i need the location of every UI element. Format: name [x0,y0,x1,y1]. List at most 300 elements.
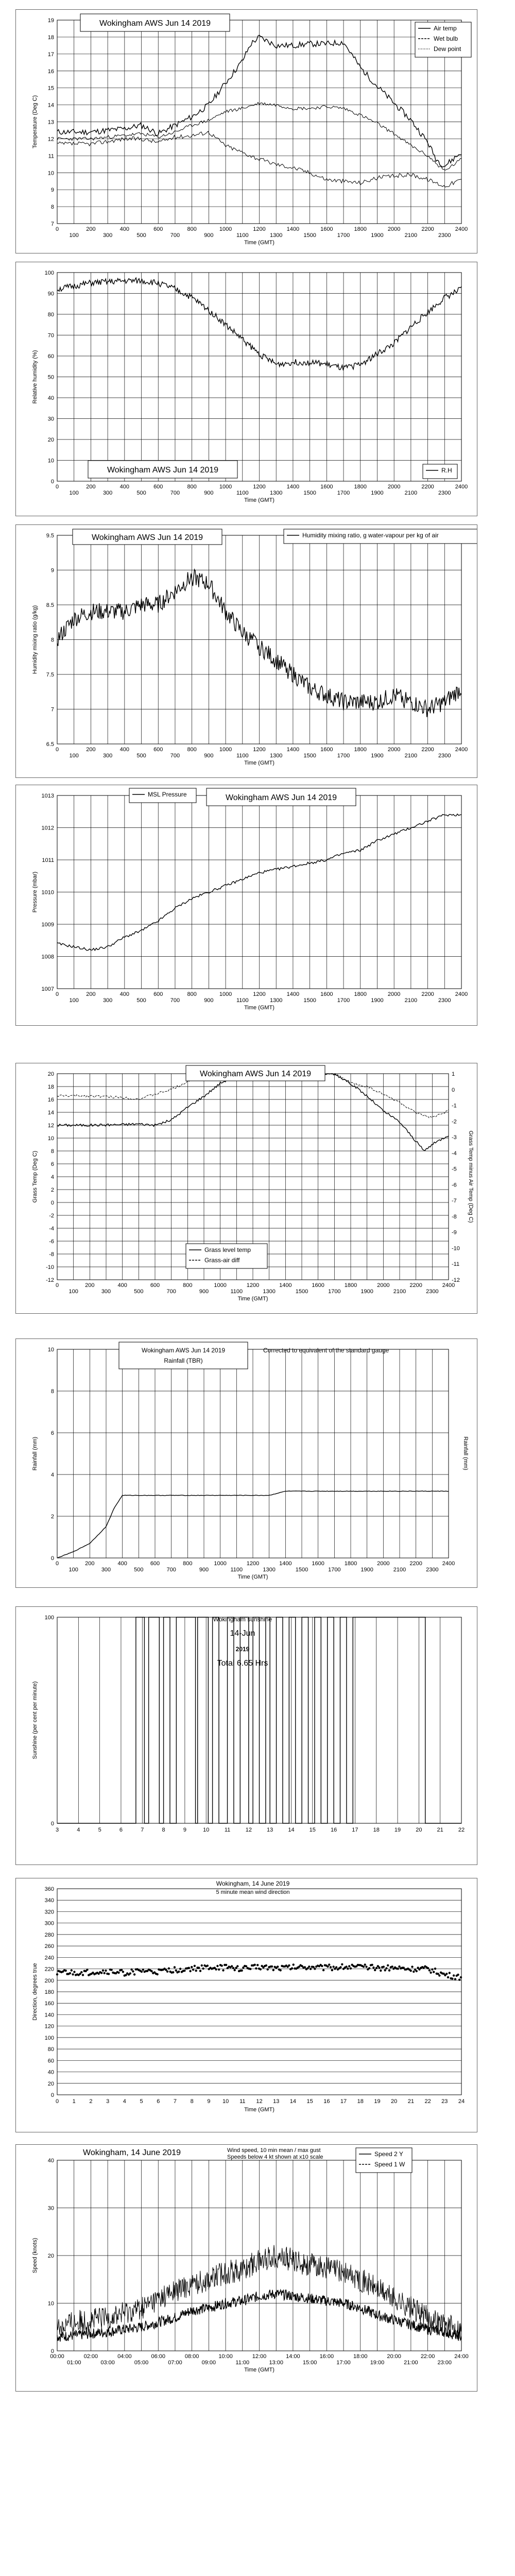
x-tick-label: 23 [441,2098,448,2105]
direction-point [431,1969,433,1971]
x-tick-label: 200 [86,226,96,232]
direction-point [438,1974,440,1976]
x-tick-label: 2000 [377,1561,390,1567]
y-tick-label: 8.5 [46,602,54,608]
direction-point [80,1971,82,1973]
direction-point [56,1973,58,1975]
x-tick-label: 13 [273,2098,280,2105]
direction-point [387,1964,389,1967]
direction-point [202,1968,204,1970]
x-tick-label: 17 [340,2098,347,2105]
y-tick-label: 12 [47,136,54,143]
direction-point [453,1974,455,1976]
direction-point [433,1971,435,1973]
x-tick-label: 1100 [230,1289,243,1295]
x-tick-label: 1200 [253,226,266,232]
x-tick-label: 1000 [219,991,232,997]
y-tick-label: 40 [47,395,54,401]
x-tick-label: 600 [153,226,163,232]
x-tick-label: 16:00 [319,2353,334,2360]
x-tick-label: 1100 [236,490,249,496]
direction-point [434,1968,436,1970]
x-tick-label: 100 [69,490,79,496]
direction-point [122,1971,124,1973]
x-tick-label: 800 [183,1282,193,1289]
direction-point [314,1968,316,1970]
direction-point [105,1970,107,1972]
y-tick-label: 1007 [41,986,54,992]
direction-point [410,1970,412,1972]
y-tick-label: 140 [44,2012,54,2019]
chart-note: Corrected to equivalent of the standard gauge [263,1347,389,1354]
x-tick-label: 1800 [354,747,367,753]
y-tick-label: 10 [47,170,54,177]
x-tick-label: 14 [288,1827,295,1833]
direction-point [199,1970,201,1972]
x-tick-label: 22 [424,2098,431,2105]
y-tick-label: 14 [47,1110,54,1116]
x-tick-label: 1600 [312,1561,324,1567]
y-tick-label: 30 [47,2205,54,2212]
y-tick-label: 10 [47,457,54,464]
direction-point [156,1973,158,1975]
x-tick-label: 2400 [455,484,468,490]
x-tick-label: 2000 [387,991,401,997]
sunshine-chart [16,1607,477,1865]
y-axis-label: Temperature (Deg C) [32,95,38,149]
chart-title-box [119,1342,248,1369]
y-right-tick-label: -5 [452,1166,457,1173]
direction-point [331,1969,333,1971]
direction-point [188,1967,190,1969]
direction-point [104,1972,106,1974]
x-tick-label: 23:00 [437,2360,452,2366]
x-tick-label: 10:00 [218,2353,233,2360]
x-tick-label: 1200 [246,1561,260,1567]
x-tick-label: 1400 [286,991,300,997]
direction-point [291,1967,293,1969]
x-tick-label: 2000 [387,747,401,753]
x-tick-label: 1800 [344,1282,357,1289]
x-tick-label: 2000 [387,484,401,490]
y-tick-label: 2 [50,1187,54,1193]
direction-point [267,1968,269,1970]
x-tick-label: 12 [256,2098,263,2105]
y-right-tick-label: -7 [452,1198,457,1205]
y-axis-label: Sunshine (per cent per minute) [32,1681,38,1759]
x-tick-label: 19 [394,1827,401,1833]
direction-point [272,1969,274,1971]
wind-direction-chart [16,1878,477,2132]
x-axis-label: Time (GMT) [244,760,274,766]
x-tick-label: 18 [357,2098,364,2105]
x-tick-label: 1900 [371,490,384,496]
x-tick-label: 400 [119,747,130,753]
x-tick-label: 400 [117,1282,127,1289]
direction-point [129,1972,131,1974]
x-tick-label: 1100 [236,232,249,239]
y-right-axis-label: Grass Temp minus Air Temp (Deg C) [468,1130,474,1223]
direction-point [241,1970,243,1972]
y-axis-label: Direction, degrees true [32,1963,38,2021]
x-tick-label: 08:00 [184,2353,199,2360]
y-right-tick-label: -2 [452,1118,457,1125]
rainfall-chart-panel [15,1338,477,1588]
direction-point [293,1963,295,1965]
direction-point [121,1969,123,1971]
y-tick-label: 80 [47,2046,54,2053]
x-tick-label: 600 [153,991,163,997]
x-axis-label: Time (GMT) [244,1005,274,1011]
x-tick-label: 100 [69,997,79,1004]
y-tick-label: 7.5 [46,672,54,678]
x-tick-label: 18:00 [353,2353,368,2360]
direction-point [265,1964,267,1967]
x-tick-label: 1500 [303,232,316,239]
x-tick-label: 21 [437,1827,443,1833]
y-tick-label: 40 [47,2158,54,2164]
x-tick-label: 1300 [269,753,283,759]
y-tick-label: -8 [49,1251,54,1258]
y-tick-label: 220 [44,1966,54,1973]
direction-point [383,1965,385,1968]
x-tick-label: 400 [119,484,130,490]
x-tick-label: 200 [85,1561,95,1567]
direction-point [207,1964,209,1967]
legend-entry: Wet bulb [434,35,458,42]
y-tick-label: 80 [47,312,54,318]
x-tick-label: 11 [224,1827,231,1833]
y-tick-label: 12 [47,1123,54,1129]
x-tick-label: 700 [170,232,180,239]
direction-point [330,1966,332,1968]
direction-point [189,1970,191,1972]
x-tick-label: 900 [204,490,214,496]
direction-point [175,1970,177,1972]
chart-total: Total 6.65 Hrs [217,1659,268,1668]
direction-point [260,1968,262,1970]
x-tick-label: 9 [207,2098,211,2105]
x-tick-label: 800 [187,484,197,490]
series-sunshine [57,1617,461,1823]
chart-subtitle: 5 minute mean wind direction [216,1889,290,1895]
x-tick-label: 2300 [438,490,451,496]
direction-point [221,1964,223,1967]
x-tick-label: 1300 [263,1289,276,1295]
x-tick-label: 1500 [295,1567,308,1573]
legend-entry: Grass-air diff [204,1257,240,1264]
x-tick-label: 1400 [286,226,300,232]
direction-point [454,1978,456,1980]
x-tick-label: 700 [170,997,180,1004]
x-tick-label: 1900 [371,997,384,1004]
direction-point [178,1971,180,1973]
y-tick-label: 0 [50,2348,54,2354]
y-right-tick-label: -9 [452,1229,457,1236]
x-tick-label: 200 [86,991,96,997]
x-tick-label: 800 [187,226,197,232]
direction-point [348,1965,350,1967]
x-tick-label: 14:00 [286,2353,300,2360]
y-tick-label: 0 [50,479,54,485]
x-tick-label: 900 [204,753,214,759]
direction-point [225,1964,227,1966]
chart-year: 2019 [235,1646,250,1653]
direction-point [100,1972,102,1974]
x-tick-label: 300 [102,490,113,496]
x-tick-label: 1600 [312,1282,324,1289]
legend-entry: Grass level temp [204,1246,251,1253]
x-tick-label: 5 [98,1827,101,1833]
y-tick-label: 1012 [41,825,54,832]
x-tick-label: 800 [187,747,197,753]
x-tick-label: 21 [407,2098,414,2105]
x-tick-label: 0 [55,991,59,997]
x-tick-label: 900 [199,1567,209,1573]
direction-point [447,1976,449,1978]
direction-point [142,1969,144,1971]
x-tick-label: 7 [141,1827,144,1833]
y-axis-label: Pressure (mbar) [32,871,38,913]
y-tick-label: 50 [47,374,54,381]
y-tick-label: 340 [44,1897,54,1904]
y-right-tick-label: -11 [452,1261,460,1268]
direction-point [271,1965,273,1968]
x-tick-label: 900 [204,232,214,239]
x-tick-label: 1400 [286,484,300,490]
x-tick-label: 9 [183,1827,186,1833]
x-tick-label: 11 [239,2098,246,2105]
direction-point [416,1970,418,1972]
x-tick-label: 06:00 [151,2353,166,2360]
direction-point [166,1971,168,1973]
x-tick-label: 1200 [246,1282,260,1289]
x-tick-label: 17 [352,1827,358,1833]
x-tick-label: 300 [102,753,113,759]
y-right-tick-label: -12 [452,1277,460,1283]
x-axis-label: Time (GMT) [244,2367,274,2373]
direction-point [82,1974,84,1976]
rh-legend-box [423,464,457,479]
x-tick-label: 1400 [286,747,300,753]
x-tick-label: 2100 [404,490,418,496]
direction-point [133,1973,135,1975]
y-tick-label: 0 [50,1200,54,1206]
x-tick-label: 1200 [253,991,266,997]
y-tick-label: 10 [47,2300,54,2307]
y-tick-label: 9 [50,567,54,574]
direction-point [385,1967,387,1969]
x-axis-label: Time (GMT) [244,2107,274,2113]
y-tick-label: 200 [44,1977,54,1984]
x-tick-label: 21:00 [404,2360,418,2366]
direction-point [179,1968,181,1970]
x-tick-label: 1700 [328,1567,341,1573]
y-axis-label: Speed (knots) [32,2238,38,2274]
x-tick-label: 8 [190,2098,194,2105]
x-tick-label: 0 [55,484,59,490]
x-tick-label: 20 [391,2098,398,2105]
chart-title: Wokingham AWS Jun 14 2019 [199,1070,312,1078]
x-tick-label: 300 [102,997,113,1004]
x-tick-label: 600 [153,747,163,753]
x-tick-label: 16 [323,2098,330,2105]
direction-point [130,1969,132,1971]
wind-speed-chart [16,2145,477,2391]
x-tick-label: 100 [68,1567,78,1573]
x-tick-label: 2100 [393,1289,406,1295]
x-tick-label: 700 [166,1289,176,1295]
y-tick-label: 8 [50,637,54,643]
direction-point [413,1971,415,1973]
y-tick-label: 60 [47,353,54,360]
x-tick-label: 0 [55,1282,59,1289]
temperature-chart [16,10,477,253]
direction-point [132,1970,134,1972]
direction-point [341,1963,343,1965]
grass-temp-chart-panel [15,1063,477,1314]
chart-title: Wokingham AWS Jun 14 2019 [91,533,203,542]
x-tick-label: 1000 [214,1282,227,1289]
direction-point [310,1968,312,1970]
direction-point [363,1965,365,1968]
x-tick-label: 10 [203,1827,210,1833]
x-tick-label: 600 [153,484,163,490]
direction-point [231,1965,233,1967]
x-tick-label: 1600 [320,226,333,232]
direction-point [345,1965,347,1968]
x-tick-label: 1300 [269,232,283,239]
x-tick-label: 2100 [404,997,418,1004]
x-tick-label: 1700 [337,232,350,239]
direction-point [195,1970,197,1972]
x-tick-label: 15:00 [302,2360,317,2366]
y-tick-label: 16 [47,68,54,75]
direction-point [428,1969,431,1971]
legend-entry: MSL Pressure [148,791,187,798]
x-tick-label: 500 [136,753,146,759]
direction-point [378,1967,380,1969]
direction-point [398,1965,400,1968]
x-tick-label: 24 [458,2098,465,2105]
y-tick-label: 6 [50,1161,54,1167]
x-tick-label: 1400 [279,1561,292,1567]
x-tick-label: 800 [183,1561,193,1567]
legend-entry: Speed 1 W [374,2161,405,2168]
direction-point [308,1965,310,1968]
x-tick-label: 05:00 [134,2360,149,2366]
temperature-chart-panel [15,9,477,253]
x-tick-label: 400 [119,226,130,232]
direction-point [102,1970,104,1972]
x-tick-label: 1000 [219,484,232,490]
y-tick-label: 6.5 [46,741,54,748]
x-tick-label: 2300 [438,753,451,759]
y-tick-label: 6 [50,1430,54,1436]
direction-point [192,1969,194,1971]
x-tick-label: 1800 [354,991,367,997]
x-tick-label: 18 [373,1827,380,1833]
mixing-ratio-chart [16,525,477,777]
x-tick-label: 700 [166,1567,176,1573]
x-tick-label: 16 [330,1827,337,1833]
direction-point [322,1969,324,1971]
y-tick-label: 20 [47,2253,54,2259]
x-axis-label: Time (GMT) [237,1296,268,1302]
x-tick-label: 900 [204,997,214,1004]
y-tick-label: 20 [47,2080,54,2087]
y-tick-label: 1010 [41,889,54,896]
y-tick-label: 7 [50,221,54,227]
x-tick-label: 17:00 [336,2360,351,2366]
direction-point [365,1965,367,1968]
y-tick-label: 1011 [42,857,54,863]
direction-point [371,1964,373,1966]
y-tick-label: 4 [50,1472,54,1478]
x-tick-label: 1600 [320,991,333,997]
y-right-tick-label: -10 [452,1245,460,1252]
x-tick-label: 1000 [219,226,232,232]
y-axis-label: Relative humidity (%) [32,350,38,404]
x-tick-label: 1900 [360,1567,373,1573]
x-tick-label: 100 [69,232,79,239]
x-tick-label: 1600 [320,484,333,490]
x-tick-label: 2000 [377,1282,390,1289]
x-tick-label: 1200 [253,747,266,753]
chart-note: Speeds below 4 kt shown at x10 scale [227,2154,323,2160]
y-tick-label: 7 [50,706,54,713]
x-tick-label: 1700 [337,490,350,496]
y-tick-label: 260 [44,1943,54,1950]
x-tick-label: 02:00 [83,2353,98,2360]
x-tick-label: 22 [458,1827,465,1833]
x-tick-label: 2400 [455,226,468,232]
direction-point [451,1978,453,1980]
y-tick-label: -2 [49,1213,54,1219]
chart-title: Wokingham AWS Jun 14 2019 [225,793,337,802]
x-tick-label: 01:00 [66,2360,81,2366]
direction-point [71,1969,73,1971]
y-axis-label: Rainfall (mm) [32,1436,38,1471]
y-tick-label: 19 [47,18,54,24]
x-tick-label: 1900 [360,1289,373,1295]
y-tick-label: 100 [44,270,54,276]
direction-point [222,1969,224,1971]
x-tick-label: 22:00 [420,2353,435,2360]
x-tick-label: 1500 [303,997,316,1004]
x-tick-label: 300 [101,1289,111,1295]
direction-point [234,1969,236,1971]
x-tick-label: 4 [77,1827,80,1833]
direction-point [391,1965,393,1968]
x-tick-label: 20 [416,1827,422,1833]
x-tick-label: 12:00 [252,2353,267,2360]
x-tick-label: 15 [306,2098,313,2105]
direction-point [280,1969,282,1971]
direction-point [321,1965,323,1967]
y-right-tick-label: 0 [452,1087,455,1093]
x-tick-label: 600 [150,1561,160,1567]
direction-point [460,1976,462,1978]
y-tick-label: 320 [44,1909,54,1916]
x-tick-label: 2300 [426,1289,439,1295]
y-tick-label: 17 [47,51,54,58]
x-tick-label: 14 [289,2098,297,2105]
y-tick-label: -12 [46,1277,54,1283]
x-tick-label: 13:00 [269,2360,283,2366]
x-tick-label: 11:00 [235,2360,250,2366]
direction-point [364,1963,366,1965]
